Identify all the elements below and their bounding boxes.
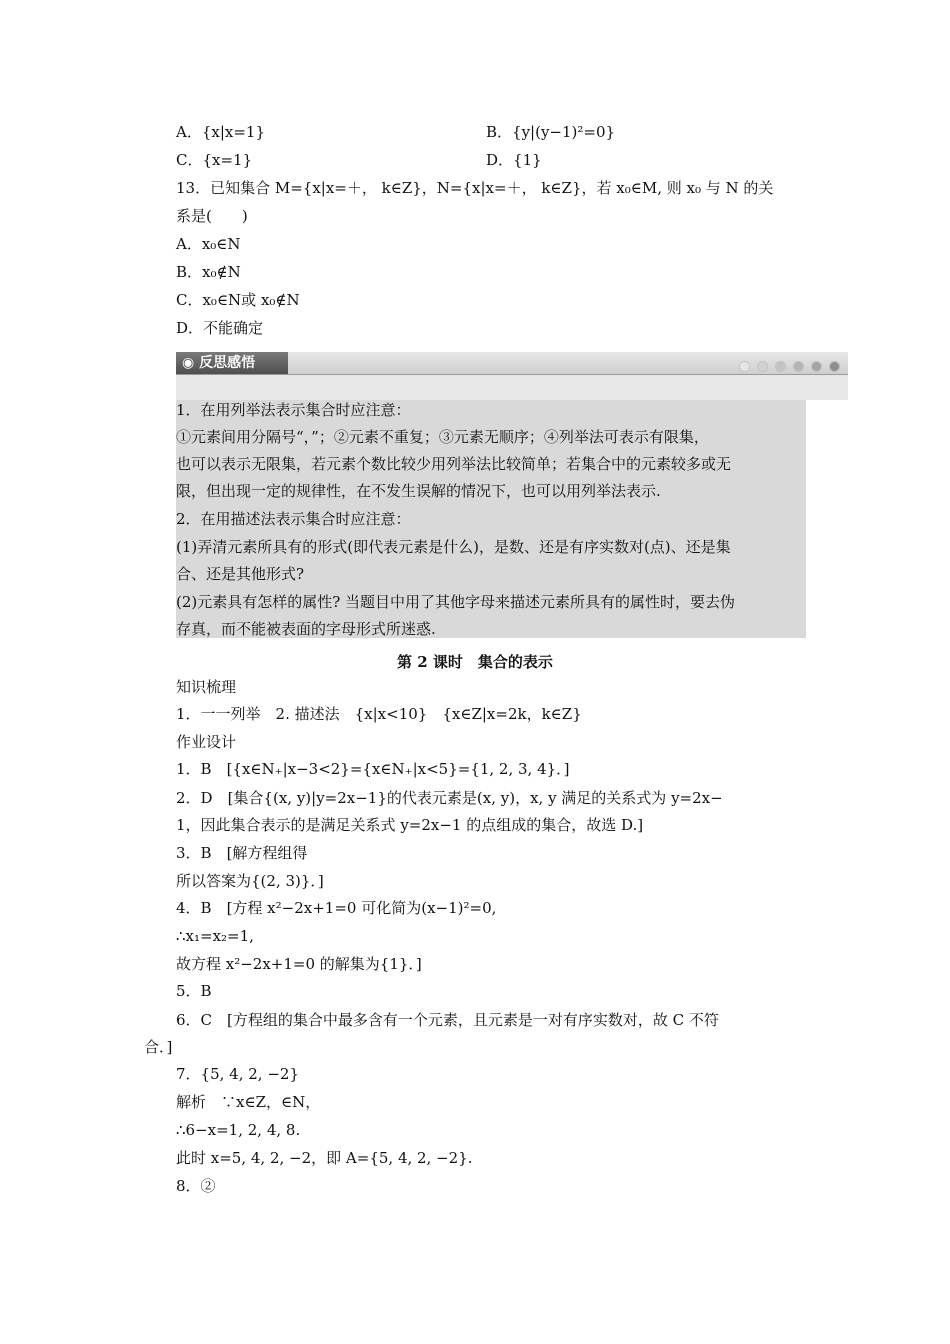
answer-line: 解析 ∵x∈Z，∈N，	[176, 1093, 321, 1111]
dot-icon	[793, 361, 804, 372]
q13-option-d: D．不能确定	[176, 319, 264, 337]
answer-line: 作业设计	[176, 733, 237, 751]
reflection-line: 2．在用描述法表示集合时应注意：	[176, 510, 411, 528]
reflection-line: (1)弄清元素所具有的形式(即代表元素是什么)，是数、还是有序实数对(点)、还是集	[176, 538, 731, 556]
reflection-line: 也可以表示无限集，若元素个数比较少用列举法比较简单；若集合中的元素较多或无	[176, 455, 732, 473]
q13-option-b: B．x₀∉N	[176, 263, 241, 281]
dot-icon	[775, 361, 786, 372]
reflection-section-bar	[176, 352, 848, 400]
answer-line: 6．C [方程组的集合中最多含有一个元素，且元素是一对有序实数对，故 C 不符	[176, 1011, 719, 1029]
section-bar-under	[176, 375, 848, 400]
dot-icon	[739, 361, 750, 372]
q12-option-a: A．{x|x=1}	[176, 123, 266, 141]
answer-line: 2．D [集合{(x, y)|y=2x−1}的代表元素是(x, y)，x, y 满足的关系式为 y=2x−	[176, 789, 723, 807]
q13-stem-line-2: 系是( )	[176, 207, 248, 225]
dot-icon	[811, 361, 822, 372]
answer-line: 1．B [{x∈N₊|x−3<2}={x∈N₊|x<5}={1, 2, 3, 4}．]	[176, 760, 570, 778]
reflection-line: 限，但出现一定的规律性，在不发生误解的情况下，也可以用列举法表示.	[176, 482, 661, 500]
q12-options-row-1	[176, 122, 776, 142]
answer-heading: 第 2 课时 集合的表示	[397, 653, 553, 671]
answer-line: 1．一一列举 2. 描述法 {x|x<10} {x∈Z|x=2k，k∈Z}	[176, 705, 582, 723]
reflection-line: 存真，而不能被表面的字母形式所迷惑.	[176, 620, 436, 638]
answer-line: 3．B [解方程组得	[176, 844, 308, 862]
q13-option-a: A．x₀∈N	[176, 235, 241, 253]
answer-line: 所以答案为{(2, 3)}．]	[176, 872, 324, 890]
q13-stem-line-1: 13．已知集合 M={x|x=＋， k∈Z}，N={x|x=＋， k∈Z}，若 x₀∈M, 则 x₀ 与 N 的关	[176, 179, 774, 197]
q12-options-row-2	[176, 150, 776, 170]
answer-line: 故方程 x²−2x+1=0 的解集为{1}．]	[176, 955, 422, 973]
dot-icon	[757, 361, 768, 372]
answer-line: 合．]	[144, 1038, 173, 1056]
answer-line: ∴x₁=x₂=1,	[176, 927, 254, 945]
answer-line: 此时 x=5, 4, 2, −2，即 A={5, 4, 2, −2}.	[176, 1149, 473, 1167]
answer-line: 4．B [方程 x²−2x+1=0 可化简为(x−1)²=0,	[176, 899, 497, 917]
reflection-line: (2)元素具有怎样的属性? 当题目中用了其他字母来描述元素所具有的属性时，要去伪	[176, 593, 736, 611]
decorative-dots	[732, 357, 840, 369]
answer-line: 1，因此集合表示的是满足关系式 y=2x−1 的点组成的集合，故选 D.]	[176, 816, 644, 834]
q12-option-b: B．{y|(y−1)²=0}	[486, 123, 616, 141]
q12-option-c: C．{x=1}	[176, 151, 253, 169]
answer-line: 知识梳理	[176, 678, 237, 696]
reflection-line: 1．在用列举法表示集合时应注意：	[176, 401, 411, 419]
reflection-line: 合、还是其他形式?	[176, 565, 305, 583]
answer-line: 5．B	[176, 982, 212, 1000]
dot-icon	[829, 361, 840, 372]
answer-line: ∴6−x=1, 2, 4, 8.	[176, 1121, 301, 1139]
q13-option-c: C．x₀∈N或 x₀∉N	[176, 291, 300, 309]
q12-option-d: D．{1}	[486, 151, 542, 169]
answer-line: 7．{5, 4, 2, −2}	[176, 1065, 299, 1083]
answer-line: 8．②	[176, 1177, 216, 1195]
section-title: ◉ 反思感悟	[176, 352, 288, 374]
reflection-line: ①元素间用分隔号“，”；②元素不重复；③元素无顺序；④列举法可表示有限集，	[176, 428, 709, 446]
